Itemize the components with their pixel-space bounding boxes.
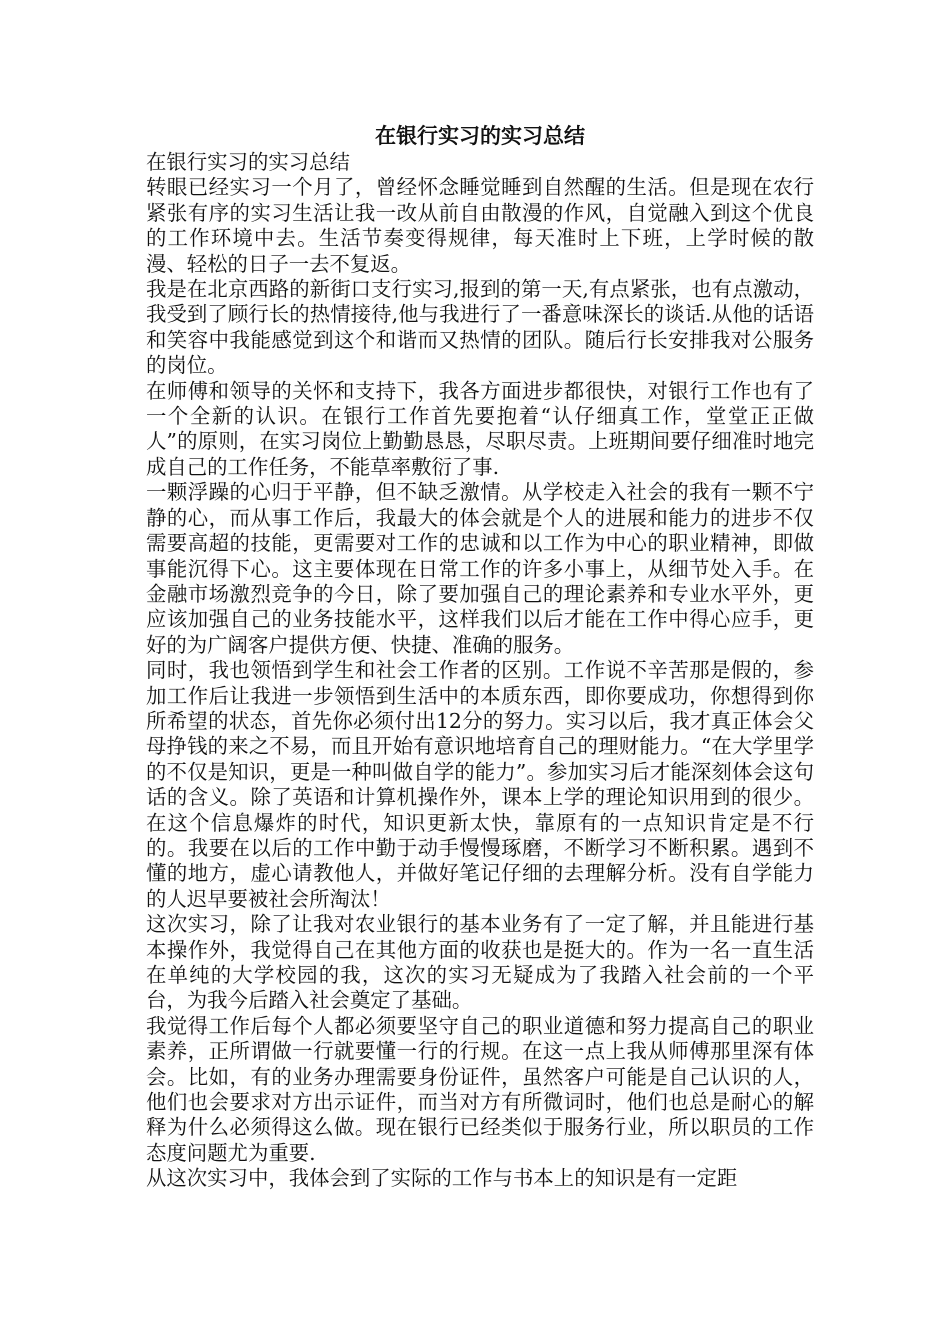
paragraph: 转眼已经实习一个月了，曾经怀念睡觉睡到自然醒的生活。但是现在农行紧张有序的实习生活让我一改从前自由散漫的作风，自觉融入到这个优良的工作环境中去。生活节奏变得规律，每天准时上下班，上学时候的散漫、轻松的日子一去不复返。	[146, 175, 814, 276]
paragraph: 在师傅和领导的关怀和支持下，我各方面进步都很快，对银行工作也有了一个全新的认识。在银行工作首先要抱着“认仔细真工作，堂堂正正做人”的原则，在实习岗位上勤勤恳恳，尽职尽责。上班期间要仔细准时地完成自己的工作任务，不能草率敷衍了事.	[146, 378, 814, 479]
document-title: 在银行实习的实习总结	[375, 124, 585, 148]
paragraph-last-line: 从这次实习中，我体会到了实际的工作与书本上的知识是有一定距	[146, 1166, 738, 1191]
paragraph: 一颗浮躁的心归于平静，但不缺乏激情。从学校走入社会的我有一颗不宁静的心，而从事工作后，我最大的体会就是个人的进展和能力的进步不仅需要高超的技能，更需要对工作的忠诚和以工作为中心的职业精神，即做事能沉得下心。这主要体现在日常工作的许多小事上，从细节处入手。在金融市场激烈竞争的今日，除了要加强自己的理论素养和专业水平外，更应该加强自己的业务技能水平，这样我们以后才能在工作中得心应手，更好的为广阔客户提供方便、快捷、准确的服务。	[146, 480, 814, 657]
paragraph: 这次实习，除了让我对农业银行的基本业务有了一定了解，并且能进行基本操作外，我觉得自己在其他方面的收获也是挺大的。作为一名一直生活在单纯的大学校园的我，这次的实习无疑成为了我踏入社会前的一个平台，为我今后踏入社会奠定了基础。	[146, 912, 814, 1013]
paragraph: 我觉得工作后每个人都必须要坚守自己的职业道德和努力提高自己的职业素养，正所谓做一行就要懂一行的行规。在这一点上我从师傅那里深有体会。比如，有的业务办理需要身份证件，虽然客户可能是自己认识的人，他们也会要求对方出示证件，而当对方有所微词时，他们也总是耐心的解释为什么必须得这么做。现在银行已经类似于服务行业，所以职员的工作态度问题尤为重要.	[146, 1013, 814, 1165]
paragraph-subtitle: 在银行实习的实习总结	[146, 150, 350, 174]
paragraph: 我是在北京西路的新街口支行实习,报到的第一天,有点紧张，也有点激动，我受到了顾行长的热情接待,他与我进行了一番意味深长的谈话.从他的话语和笑容中我能感觉到这个和谐而又热情的团队。随后行长安排我对公服务的岗位。	[146, 277, 814, 378]
paragraph: 同时，我也领悟到学生和社会工作者的区别。工作说不辛苦那是假的，参加工作后让我进一步领悟到生活中的本质东西，即你要成功，你想得到你所希望的状态，首先你必须付出12分的努力。实习以后，我才真正体会父母挣钱的来之不易，而且开始有意识地培育自己的理财能力。“在大学里学的不仅是知识，更是一种叫做自学的能力”。参加实习后才能深刻体会这句话的含义。除了英语和计算机操作外，课本上学的理论知识用到的很少。在这个信息爆炸的时代，知识更新太快，靠原有的一点知识肯定是不行的。我要在以后的工作中勤于动手慢慢琢磨，不断学习不断积累。遇到不懂的地方，虚心请教他人，并做好笔记仔细的去理解分析。没有自学能力的人迟早要被社会所淘汰！	[146, 658, 814, 911]
document-page	[146, 122, 814, 1192]
